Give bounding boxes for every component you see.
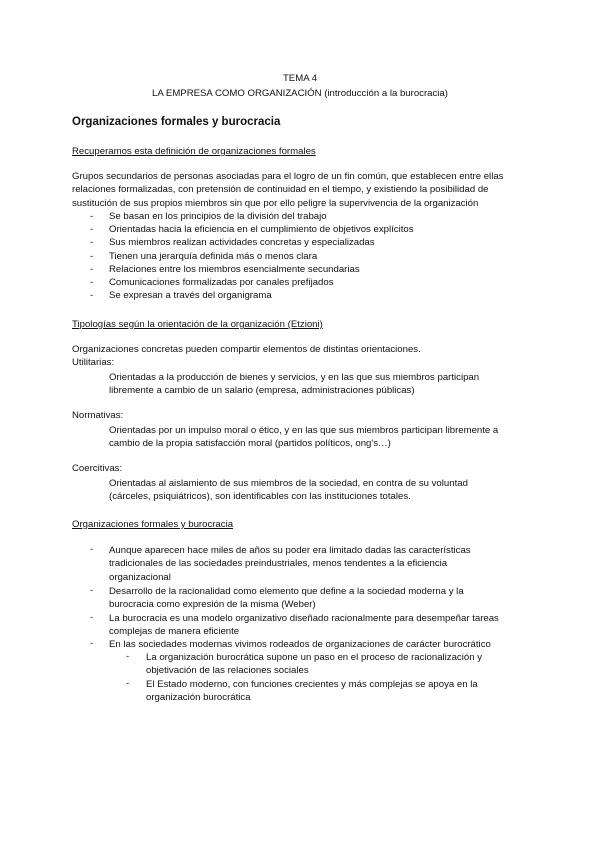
document-topic-number: TEMA 4 xyxy=(282,73,318,84)
sub-list-item-line: organización burocrática xyxy=(146,692,251,704)
bullet-dash: - xyxy=(90,638,94,649)
sub-bullet-dash: - xyxy=(126,678,130,689)
bullet-dash: - xyxy=(90,211,94,222)
bureaucracy-subheading: Organizaciones formales y burocracia xyxy=(72,519,234,530)
list-item-line: complejas de manera eficiente xyxy=(109,626,240,638)
document-title: LA EMPRESA COMO ORGANIZACIÓN (introducción a la burocracia) xyxy=(152,88,448,99)
sub-bullet-dash: - xyxy=(126,651,130,662)
list-item-line: La burocracia es una modelo organizativo diseñado racionalmente para desempeñar tareas xyxy=(109,613,499,624)
list-item: Relaciones entre los miembros esencialmente secundarias xyxy=(109,264,360,275)
sub-list-item xyxy=(146,651,526,678)
type-label-coercitivas: Coercitivas: xyxy=(72,463,123,474)
definition-paragraph xyxy=(72,170,532,210)
list-item: Se basan en los principios de la división del trabajo xyxy=(109,211,327,222)
bullet-dash: - xyxy=(90,264,94,275)
list-item-line: burocracia como expresión de la misma (Weber) xyxy=(109,599,316,611)
description-line: libremente a cambio de un salario (empresa, administraciones públicas) xyxy=(109,385,415,397)
type-description-coercitivas xyxy=(109,477,539,504)
list-item xyxy=(109,544,539,584)
description-line: cambio de la propia satisfacción moral (partidos políticos, ong's…) xyxy=(109,438,391,450)
bullet-dash: - xyxy=(90,224,94,235)
description-line: (cárceles, psiquiátricos), son identificables con las instituciones totales. xyxy=(109,491,411,503)
sub-list-item xyxy=(146,678,526,705)
typologies-intro: Organizaciones concretas pueden compartir elementos de distintas orientaciones. xyxy=(72,344,421,355)
bullet-dash: - xyxy=(90,544,94,555)
description-line: Orientadas por un impulso moral o ético, y en las que sus miembros participan libremente a xyxy=(109,425,499,436)
type-description-utilitarias xyxy=(109,371,539,398)
bullet-dash: - xyxy=(90,612,94,623)
list-item xyxy=(109,638,539,651)
section-heading: Organizaciones formales y burocracia xyxy=(72,116,281,128)
list-item: Se expresan a través del organigrama xyxy=(109,290,272,301)
bullet-dash: - xyxy=(90,237,94,248)
list-item-line: En las sociedades modernas vivimos rodeados de organizaciones de carácter burocrático xyxy=(109,639,491,650)
list-item-line: organizacional xyxy=(109,571,171,583)
type-label-normativas: Normativas: xyxy=(72,410,124,421)
type-label-utilitarias: Utilitarias: xyxy=(72,357,115,368)
list-item-line: tradicionales de las sociedades preindustriales, menos tendentes a la eficiencia xyxy=(109,558,448,570)
sub-list-item-line: El Estado moderno, con funciones crecientes y más complejas se apoya en la xyxy=(146,679,478,690)
sub-list-item-line: objetivación de las relaciones sociales xyxy=(146,665,309,677)
list-item: Sus miembros realizan actividades concretas y especializadas xyxy=(109,237,375,248)
paragraph-line: Grupos secundarios de personas asociadas para el logro de un fin común, que establecen entre ellas xyxy=(72,171,504,182)
bullet-dash: - xyxy=(90,277,94,288)
paragraph-line: relaciones formalizadas, con pretensión de continuidad en el tiempo, y existiendo la posibilidad de xyxy=(72,184,489,196)
definition-subheading: Recuperamos esta definición de organizaciones formales xyxy=(72,146,316,157)
description-line: Orientadas a la producción de bienes y servicios, y en las que sus miembros participan xyxy=(109,372,480,383)
bullet-dash: - xyxy=(90,290,94,301)
list-item-line: Aunque aparecen hace miles de años su poder era limitado dadas las características xyxy=(109,545,471,556)
list-item-line: Desarrollo de la racionalidad como elemento que define a la sociedad moderna y la xyxy=(109,586,464,597)
bullet-dash: - xyxy=(90,585,94,596)
list-item: Orientadas hacia la eficiencia en el cumplimiento de objetivos explícitos xyxy=(109,224,414,235)
bullet-dash: - xyxy=(90,251,94,262)
description-line: Orientadas al aislamiento de sus miembros de la sociedad, en contra de su voluntad xyxy=(109,478,468,489)
list-item xyxy=(109,612,539,639)
list-item: Comunicaciones formalizadas por canales prefijados xyxy=(109,277,334,288)
type-description-normativas xyxy=(109,424,539,451)
list-item xyxy=(109,585,539,612)
typologies-subheading: Tipologías según la orientación de la organización (Etzioni) xyxy=(72,319,323,330)
sub-list-item-line: La organización burocrática supone un paso en el proceso de racionalización y xyxy=(146,652,482,663)
list-item: Tienen una jerarquía definida más o menos clara xyxy=(109,251,318,262)
paragraph-line: sustitución de sus propios miembros sin que por ello peligre la supervivencia de la organización xyxy=(72,197,479,209)
